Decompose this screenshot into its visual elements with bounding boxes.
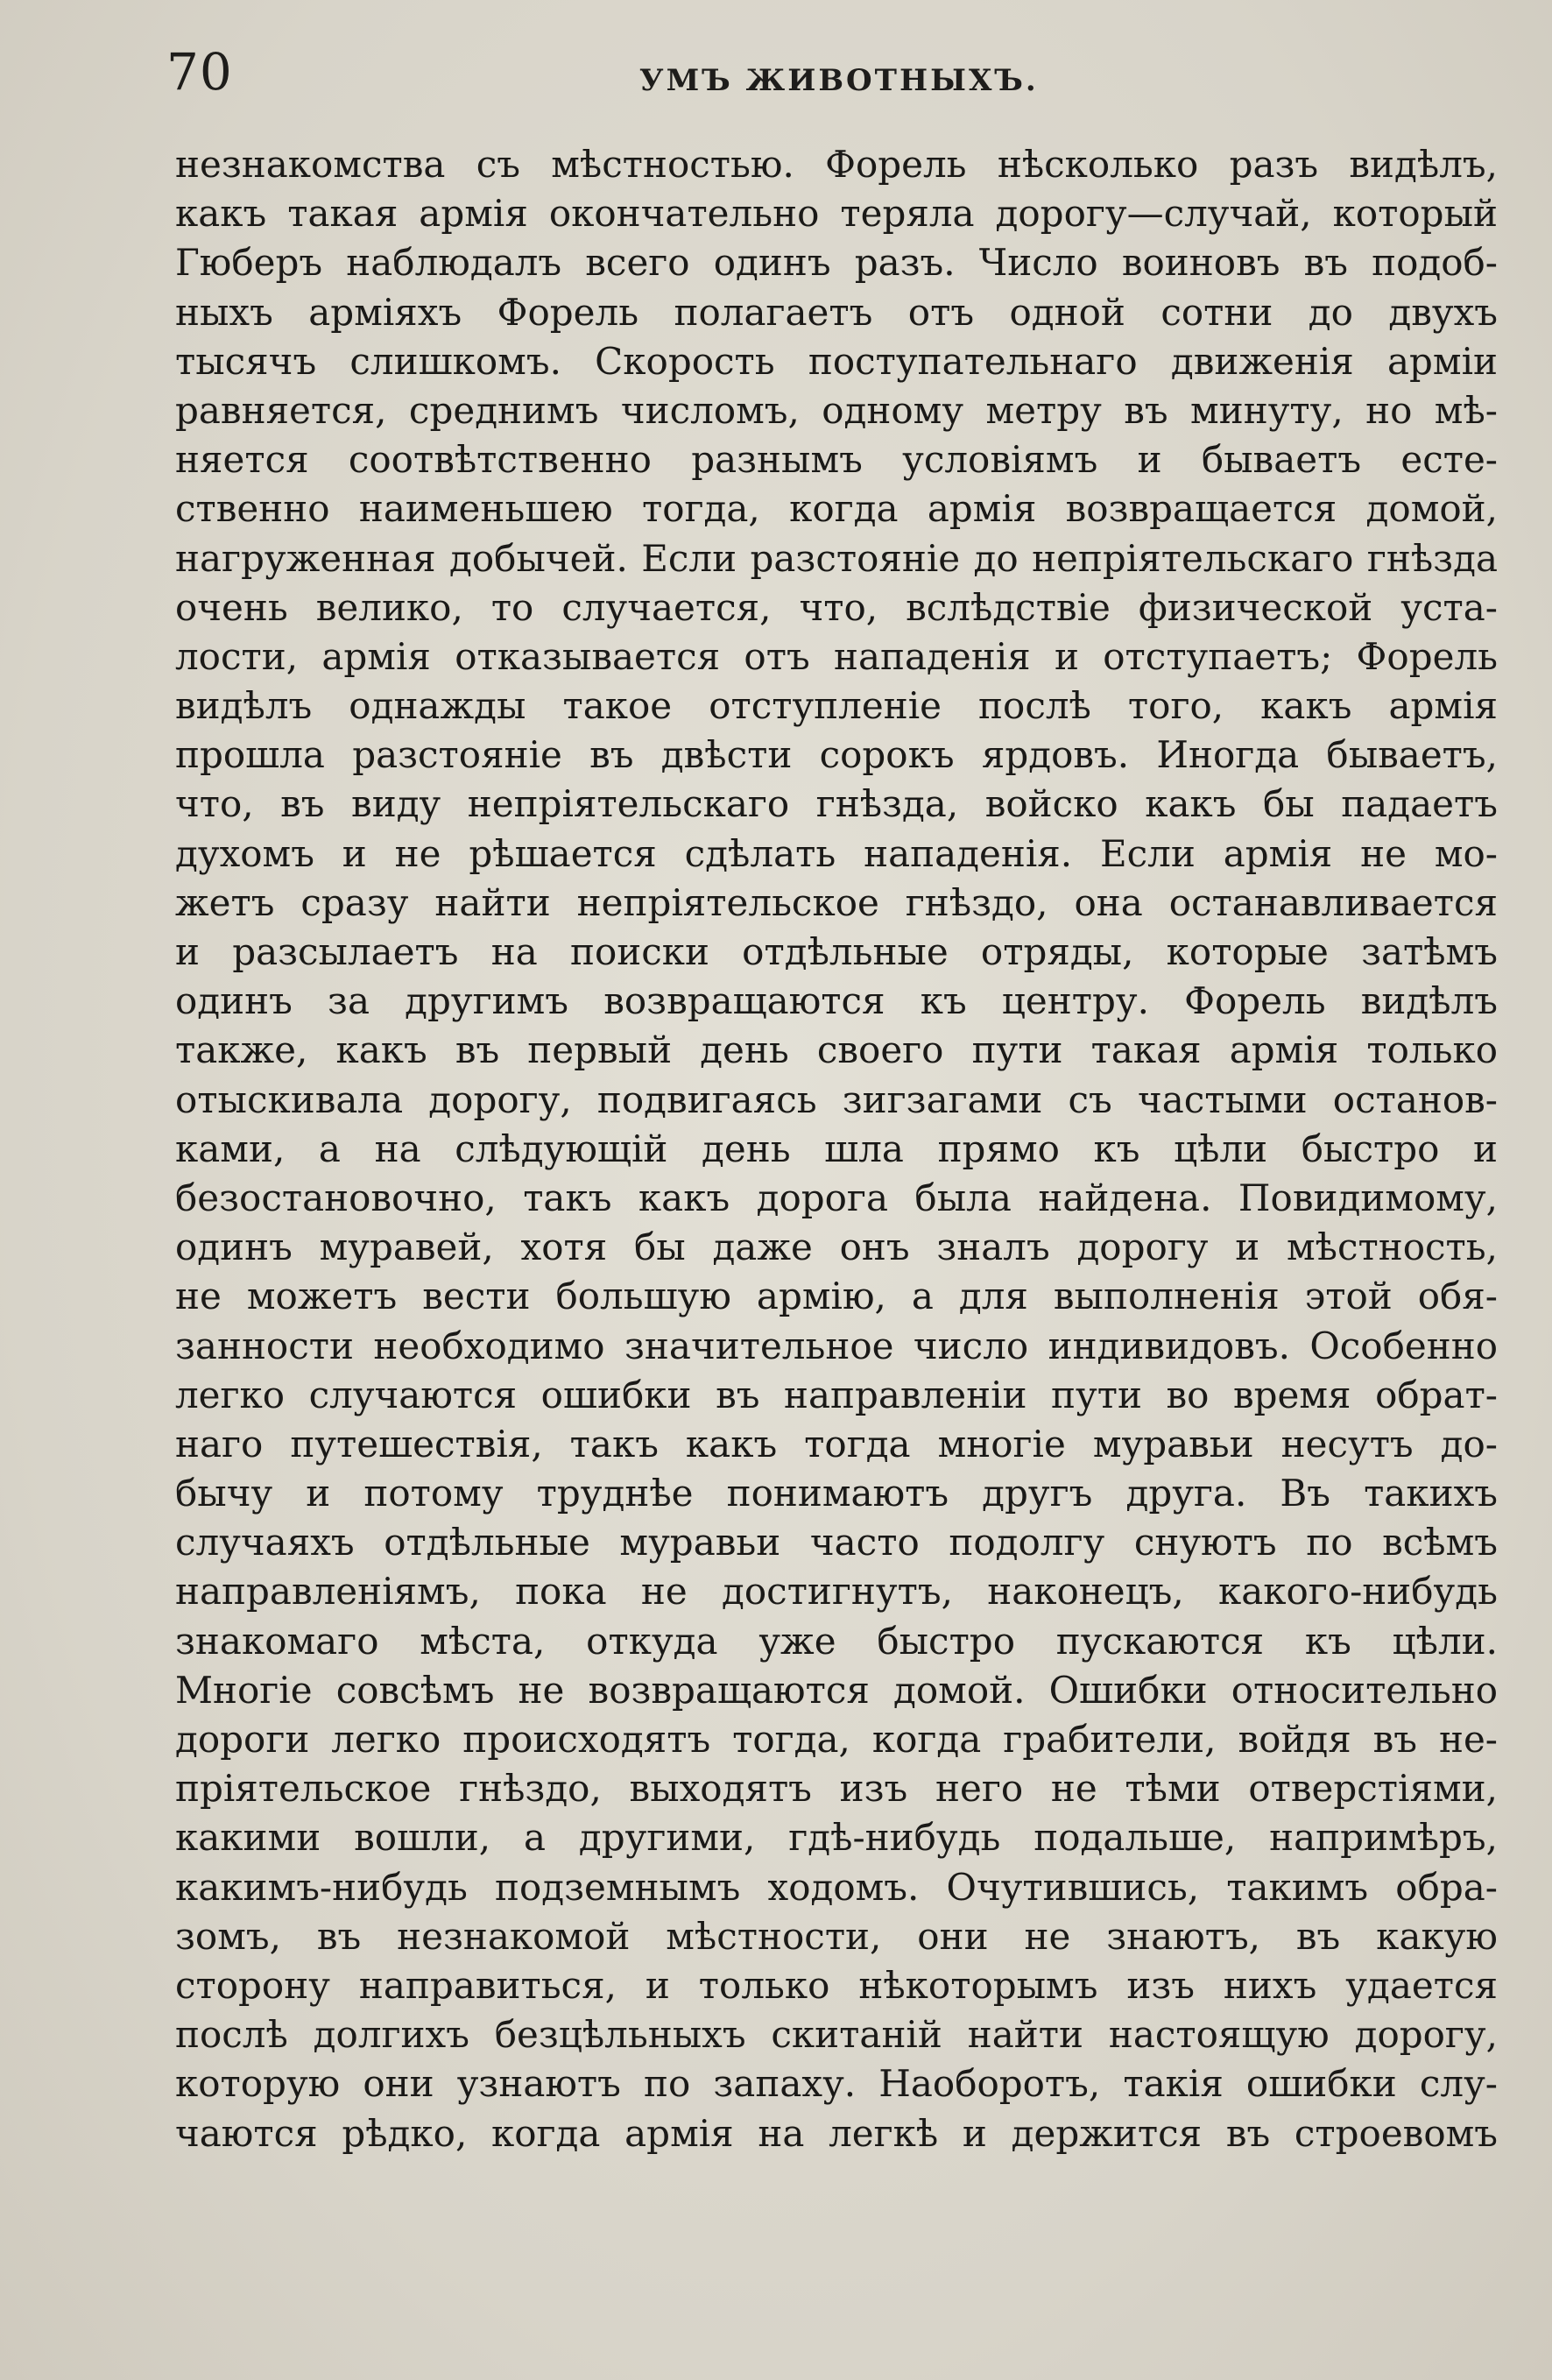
text-line: ственно наименьшею тогда, когда армія возвращается домой, xyxy=(175,487,1498,531)
text-line: сторону направиться, и только нѣкоторымъ изъ нихъ удается xyxy=(175,1963,1498,2007)
text-line: какъ такая армія окончательно теряла дорогу—случай, который xyxy=(175,192,1498,236)
text-line: духомъ и не рѣшается сдѣлать нападенія. Если армія не мо- xyxy=(175,831,1498,875)
text-line: нагруженная добычей. Если разстояніе до непріятельскаго гнѣзда xyxy=(175,536,1498,580)
text-line: прошла разстояніе въ двѣсти сорокъ ярдовъ. Иногда бываетъ, xyxy=(175,733,1498,777)
text-line: ками, а на слѣдующій день шла прямо къ цѣли быстро и xyxy=(175,1126,1498,1170)
text-line: незнакомства съ мѣстностью. Форель нѣсколько разъ видѣлъ, xyxy=(175,143,1498,186)
body-text xyxy=(175,140,1498,2158)
text-line: легко случаются ошибки въ направленіи пути во время обрат- xyxy=(175,1373,1498,1416)
text-line: случаяхъ отдѣльные муравьи часто подолгу снуютъ по всѣмъ xyxy=(175,1521,1498,1564)
text-line: чаются рѣдко, когда армія на легкѣ и держится въ строевомъ xyxy=(175,2111,1498,2155)
text-line: послѣ долгихъ безцѣльныхъ скитаній найти настоящую дорогу, xyxy=(175,2013,1498,2057)
text-line: одинъ за другимъ возвращаются къ центру. Форель видѣлъ xyxy=(175,979,1498,1023)
text-line: безостановочно, такъ какъ дорога была найдена. Повидимому, xyxy=(175,1176,1498,1219)
running-title: УМЪ ЖИВОТНЫХЪ. xyxy=(639,63,1039,98)
text-line: знакомаго мѣста, откуда уже быстро пускаются къ цѣли. xyxy=(175,1619,1498,1663)
text-line: няется соотвѣтственно разнымъ условіямъ и бываетъ есте- xyxy=(175,438,1498,482)
text-line: одинъ муравей, хотя бы даже онъ зналъ дорогу и мѣстность, xyxy=(175,1225,1498,1269)
text-line: что, въ виду непріятельскаго гнѣзда, войско какъ бы падаетъ xyxy=(175,782,1498,826)
text-line: также, какъ въ первый день своего пути такая армія только xyxy=(175,1028,1498,1072)
text-line: лости, армія отказывается отъ нападенія и отступаетъ; Форель xyxy=(175,634,1498,678)
page-number: 70 xyxy=(166,42,233,102)
text-line: видѣлъ однажды такое отступленіе послѣ того, какъ армія xyxy=(175,684,1498,728)
text-line: дороги легко происходятъ тогда, когда грабители, войдя въ не- xyxy=(175,1718,1498,1761)
text-line: ныхъ арміяхъ Форель полагаетъ отъ одной сотни до двухъ xyxy=(175,290,1498,334)
text-line: занности необходимо значительное число индивидовъ. Особенно xyxy=(175,1324,1498,1367)
text-line: наго путешествія, такъ какъ тогда многіе муравьи несутъ до- xyxy=(175,1422,1498,1465)
text-line: какимъ-нибудь подземнымъ ходомъ. Очутившись, такимъ обра- xyxy=(175,1865,1498,1909)
page-header xyxy=(166,35,1498,105)
text-line: Гюберъ наблюдалъ всего одинъ разъ. Число воиновъ въ подоб- xyxy=(175,241,1498,285)
text-line: пріятельское гнѣздо, выходятъ изъ него не тѣми отверстіями, xyxy=(175,1767,1498,1811)
text-line: которую они узнаютъ по запаху. Наоборотъ, такія ошибки слу- xyxy=(175,2062,1498,2106)
text-line: направленіямъ, пока не достигнутъ, наконецъ, какого-нибудь xyxy=(175,1570,1498,1614)
text-line: какими вошли, а другими, гдѣ-нибудь подальше, напримѣръ, xyxy=(175,1816,1498,1860)
text-line: очень велико, то случается, что, вслѣдствіе физической уста- xyxy=(175,585,1498,629)
text-line: не можетъ вести большую армію, а для выполненія этой обя- xyxy=(175,1275,1498,1318)
text-line: равняется, среднимъ числомъ, одному метру въ минуту, но мѣ- xyxy=(175,388,1498,432)
text-line: жетъ сразу найти непріятельское гнѣздо, она останавливается xyxy=(175,880,1498,924)
text-line: бычу и потому труднѣе понимаютъ другъ друга. Въ такихъ xyxy=(175,1472,1498,1515)
text-line: зомъ, въ незнакомой мѣстности, они не знаютъ, въ какую xyxy=(175,1914,1498,1958)
text-line: Многіе совсѣмъ не возвращаются домой. Ошибки относительно xyxy=(175,1668,1498,1712)
text-line: отыскивала дорогу, подвигаясь зигзагами съ частыми останов- xyxy=(175,1077,1498,1121)
text-line: и разсылаетъ на поиски отдѣльные отряды, которые затѣмъ xyxy=(175,930,1498,973)
text-line: тысячъ слишкомъ. Скорость поступательнаго движенія арміи xyxy=(175,339,1498,383)
